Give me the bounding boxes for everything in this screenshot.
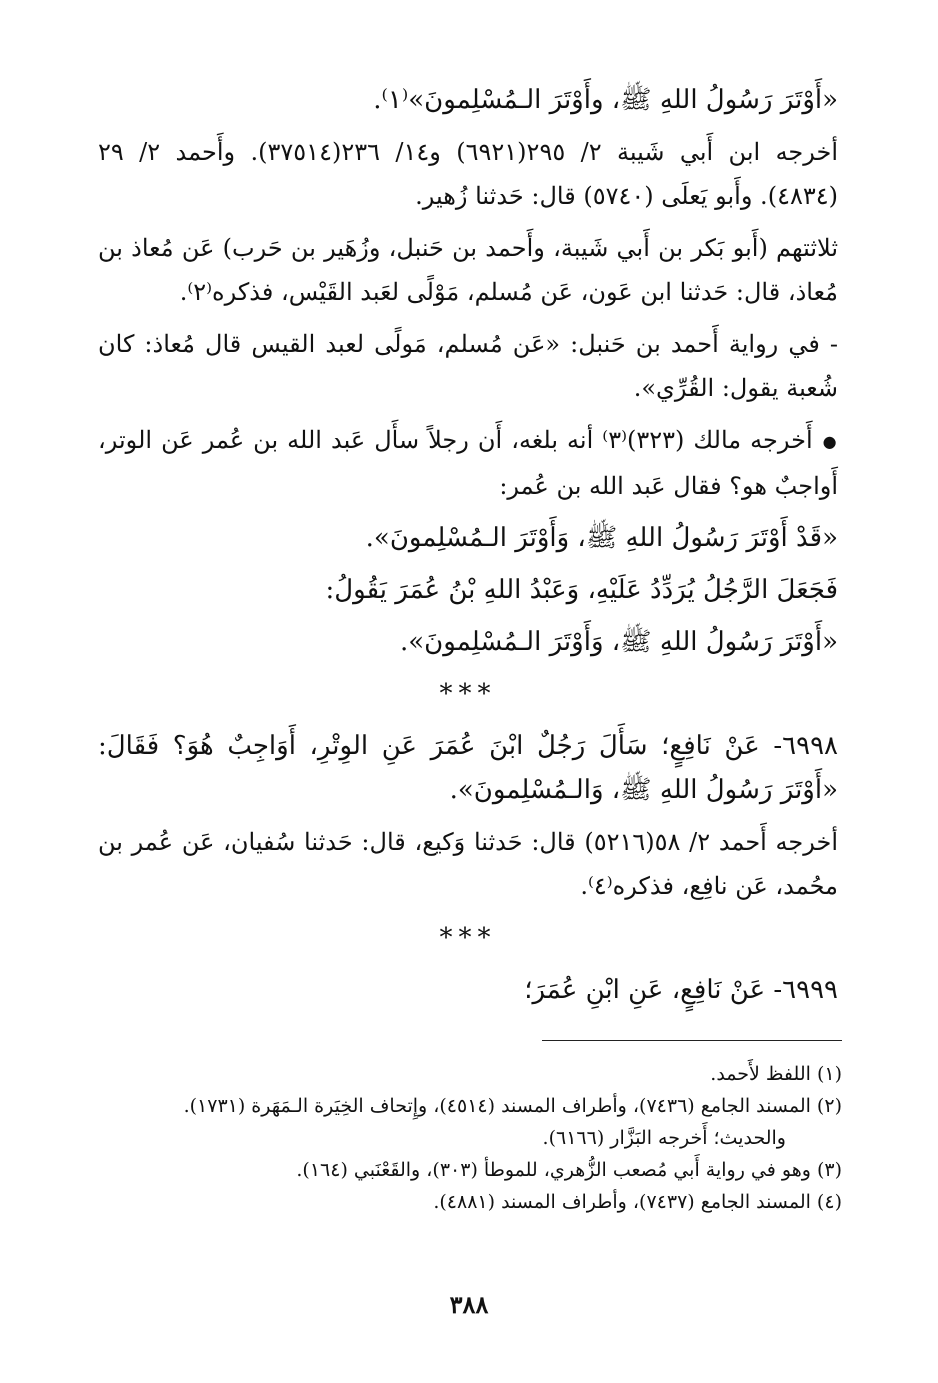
quote-line-2: «قَدْ أَوْتَرَ رَسُولُ اللهِ ﷺ، وَأَوْتَرَ الـمُسْلِمونَ». bbox=[365, 522, 838, 553]
takhrij-malik-text: أَخرجه مالك (٣٢٣)⁽٣⁾ أنه بلغه، أَن رجلاً سأَل عَبد الله بن عُمر عَن الوتر، أَواجبٌ هو؟ فقال عَبد الله بن عُمر: bbox=[98, 426, 838, 500]
hadith-6998: ٦٩٩٨- عَنْ نَافِعٍ؛ سَأَلَ رَجُلٌ ابْنَ عُمَرَ عَنِ الوِتْرِ، أَوَاجِبٌ هُوَ؟ فَقَالَ: «أَوْتَرَ رَسُولُ اللهِ ﷺ، وَالـمُسْلِمونَ». bbox=[98, 730, 838, 805]
footnotes bbox=[82, 1058, 842, 1218]
main-text bbox=[98, 78, 838, 1020]
footnote-separator bbox=[542, 1040, 842, 1041]
takhrij-malik bbox=[98, 418, 838, 508]
quote-line-4: «أَوْتَرَ رَسُولُ اللهِ ﷺ، وَأَوْتَرَ الـمُسْلِمونَ». bbox=[400, 626, 838, 657]
quote-line-1: «أَوْتَرَ رَسُولُ اللهِ ﷺ، وأَوْتَرَ الـمُسْلِمونَ»⁽١⁾. bbox=[373, 85, 838, 115]
hadith-6999: ٦٩٩٩- عَنْ نَافِعٍ، عَنِ ابْنِ عُمَرَ؛ bbox=[524, 974, 838, 1005]
quote-line-3: فَجَعَلَ الرَّجُلُ يُرَدِّدُ عَلَيْهِ، وَعَبْدُ اللهِ بْنُ عُمَرَ يَقُولُ: bbox=[325, 574, 838, 605]
footnote-2-continuation: والحديث؛ أَخرجه البَزَّار (٦١٦٦). bbox=[542, 1127, 786, 1149]
page-number: ٣٨٨ bbox=[449, 1290, 489, 1319]
riwaya-ahmad-note: - في رواية أَحمد بن حَنبل: «عَن مُسلم، مَولًى لعبد القيس قال مُعاذ: كان شُعبة يقول: القُرِّي». bbox=[98, 330, 838, 402]
isnad-thalathatuhum: ثلاثتهم (أَبو بَكر بن أَبي شَيبة، وأَحمد بن حَنبل، وزُهَير بن حَرب) عَن مُعاذ بن مُعاذ، قال: حَدثنا ابن عَون، عَن مُسلم، مَوْلًى لعَبد القَيْس، فذكره⁽٢⁾. bbox=[98, 234, 838, 306]
footnote-1: (١) اللفظ لأَحمد. bbox=[710, 1063, 842, 1085]
section-divider-1: *** bbox=[439, 678, 497, 709]
takhrij-ibn-abi-shayba: أخرجه ابن أَبي شَيبة ٢/ ٢٩٥(٦٩٢١) و١٤/ ٢٣٦(٣٧٥١٤). وأَحمد ٢/ ٢٩ (٤٨٣٤). وأَبو يَعلَى (٥٧٤٠) قال: حَدثنا زُهير. bbox=[98, 138, 839, 210]
footnote-4: (٤) المسند الجامع (٧٤٣٧)، وأطراف المسند (٤٨٨١). bbox=[433, 1191, 842, 1213]
footnote-2: (٢) المسند الجامع (٧٤٣٦)، وأطراف المسند (٤٥١٤)، وإِتحاف الخِيَرة الـمَهَرة (١٧٣١). bbox=[183, 1095, 842, 1117]
footnote-3: (٣) وهو في رواية أَبي مُصعب الزُّهري، للموطأ (٣٠٣)، والقَعْنَبي (١٦٤). bbox=[296, 1159, 842, 1181]
takhrij-ahmad-6998: أخرجه أَحمد ٢/ ٥٨(٥٢١٦) قال: حَدثنا وَكيع، قال: حَدثنا سُفيان، عَن عُمر بن محُمد، عَن نافِع، فذكره⁽٤⁾. bbox=[98, 827, 839, 900]
section-divider-2: *** bbox=[439, 922, 497, 953]
